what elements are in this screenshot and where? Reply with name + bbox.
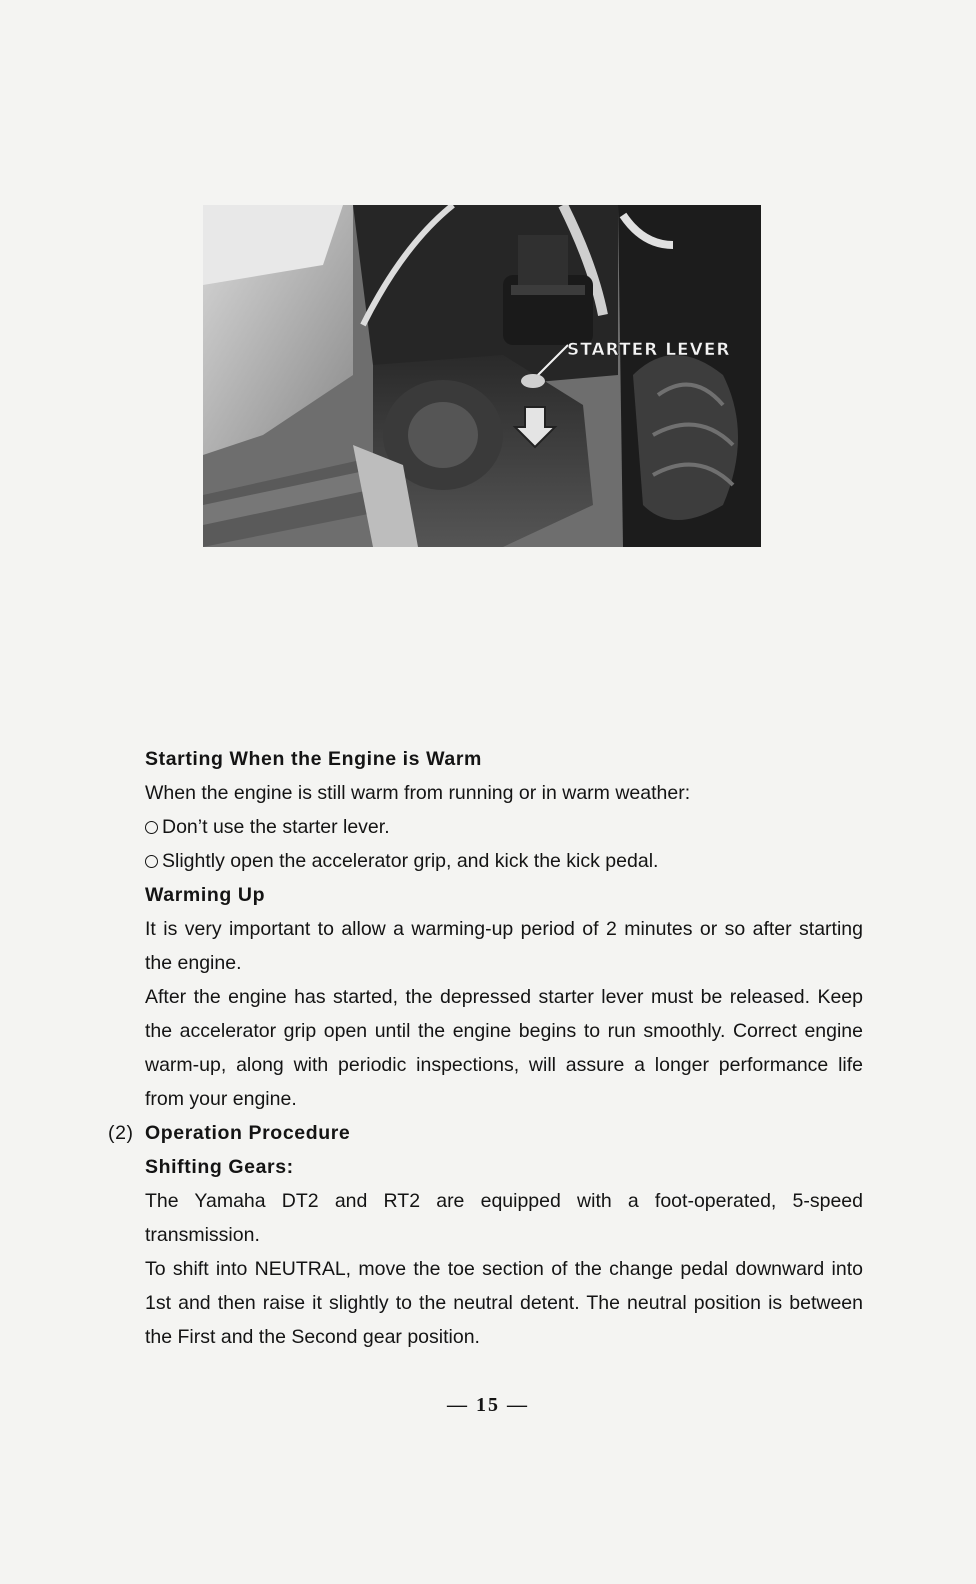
circle-bullet-icon <box>145 855 158 868</box>
warm-start-heading: Starting When the Engine is Warm <box>145 748 482 770</box>
starter-lever-label: STARTER LEVER <box>567 340 731 360</box>
bullet-text: Don’t use the starter lever. <box>162 816 390 838</box>
circle-bullet-icon <box>145 821 158 834</box>
operation-procedure-row <box>108 1116 863 1150</box>
starter-lever-photo <box>203 205 761 547</box>
warming-up-heading: Warming Up <box>145 884 266 906</box>
shifting-paragraph-1: The Yamaha DT2 and RT2 are equipped with a foot-operated, 5-speed transmission. <box>145 1190 863 1246</box>
warm-start-bullet-1 <box>145 810 863 844</box>
warm-start-intro: When the engine is still warm from running or in warm weather: <box>145 782 691 804</box>
manual-text-body <box>108 742 863 1354</box>
page-number: — 15 — <box>447 1394 529 1416</box>
operation-procedure-heading: Operation Procedure <box>145 1122 351 1144</box>
bullet-text: Slightly open the accelerator grip, and kick the kick pedal. <box>162 850 659 872</box>
engine-photo-graphic <box>203 205 761 547</box>
warming-up-paragraph-2: After the engine has started, the depressed starter lever must be released. Keep the accelerator grip open until the engine begins to run smoothly. Correct engine warm-up, along with periodic inspections, will assure a longer performance life from your engine. <box>145 986 863 1110</box>
shifting-paragraph-2: To shift into NEUTRAL, move the toe section of the change pedal downward into 1st and then raise it slightly to the neutral detent. The neutral position is between the First and the Second gear position. <box>145 1258 863 1348</box>
warming-up-paragraph-1: It is very important to allow a warming-up period of 2 minutes or so after starting the engine. <box>145 918 863 974</box>
warm-start-bullet-2 <box>145 844 863 878</box>
section-number: (2) <box>108 1122 134 1144</box>
shifting-gears-heading: Shifting Gears: <box>145 1156 294 1178</box>
